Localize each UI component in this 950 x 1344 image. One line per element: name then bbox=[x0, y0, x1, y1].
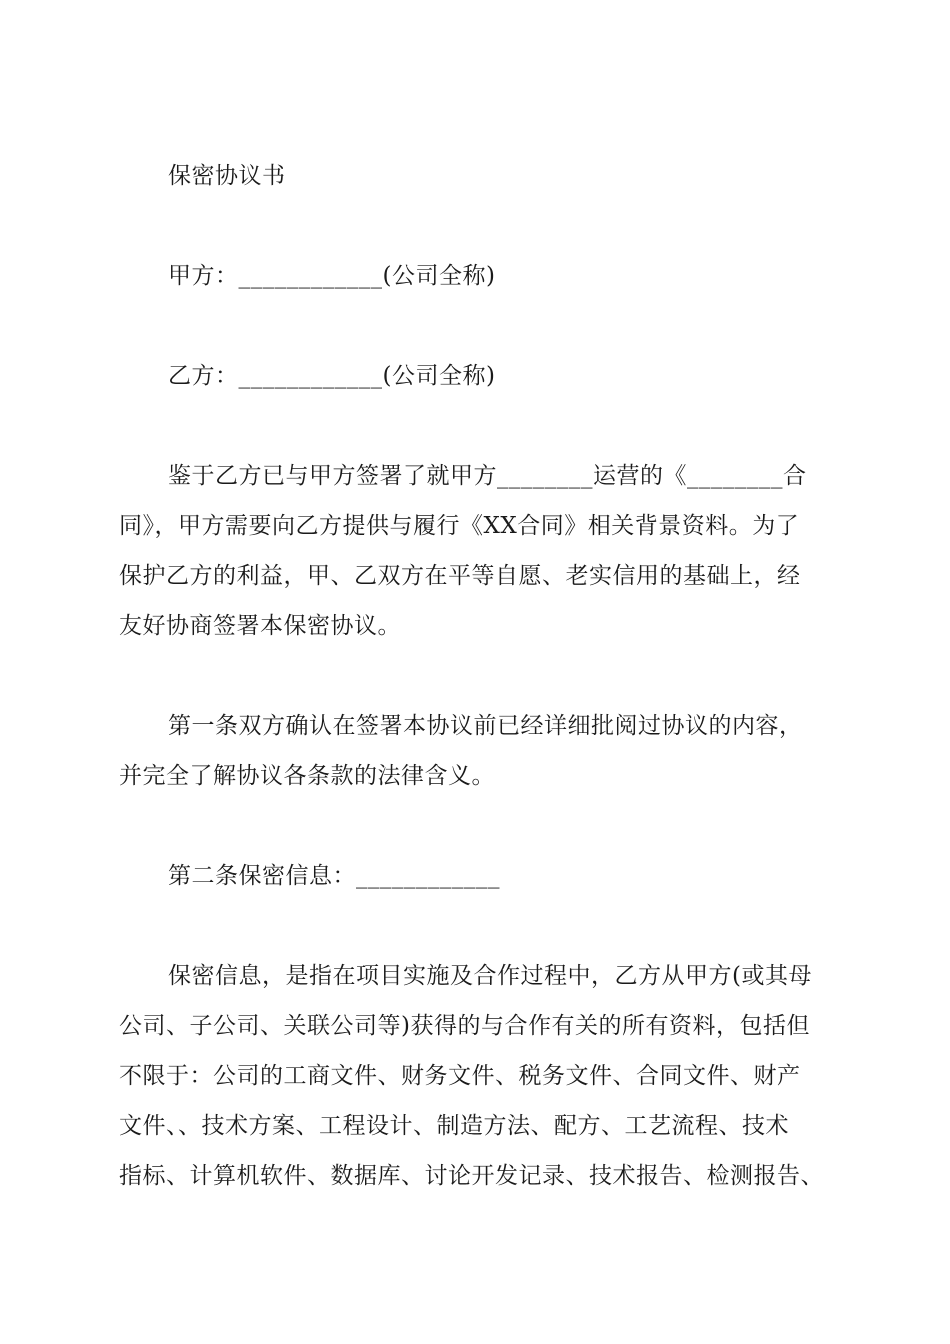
preamble-line-4: 友好协商签署本保密协议。 bbox=[119, 613, 401, 639]
document-title: 保密协议书 bbox=[168, 163, 286, 189]
definition-line-4: 文件、、技术方案、工程设计、制造方法、配方、工艺流程、技术 bbox=[119, 1113, 789, 1139]
definition-line-1: 保密信息，是指在项目实施及合作过程中，乙方从甲方(或其母 bbox=[168, 963, 812, 989]
preamble-line-3: 保护乙方的利益，甲、乙双方在平等自愿、老实信用的基础上，经 bbox=[119, 563, 801, 589]
article-1-line-2: 并完全了解协议各条款的法律含义。 bbox=[119, 763, 495, 789]
definition-line-2: 公司、子公司、关联公司等)获得的与合作有关的所有资料，包括但 bbox=[119, 1013, 810, 1039]
party-b-line: 乙方：____________(公司全称) bbox=[168, 363, 496, 389]
preamble-line-1: 鉴于乙方已与甲方签署了就甲方________运营的《________合 bbox=[168, 463, 807, 489]
article-2-heading: 第二条保密信息：____________ bbox=[168, 863, 500, 889]
definition-line-5: 指标、计算机软件、数据库、讨论开发记录、技术报告、检测报告、 bbox=[119, 1163, 824, 1189]
party-a-line: 甲方：____________(公司全称) bbox=[168, 263, 496, 289]
definition-line-3: 不限于：公司的工商文件、财务文件、税务文件、合同文件、财产 bbox=[119, 1063, 801, 1089]
article-1-line-1: 第一条双方确认在签署本协议前已经详细批阅过协议的内容， bbox=[168, 713, 803, 739]
preamble-line-2: 同》，甲方需要向乙方提供与履行《XX合同》相关背景资料。为了 bbox=[119, 513, 800, 539]
